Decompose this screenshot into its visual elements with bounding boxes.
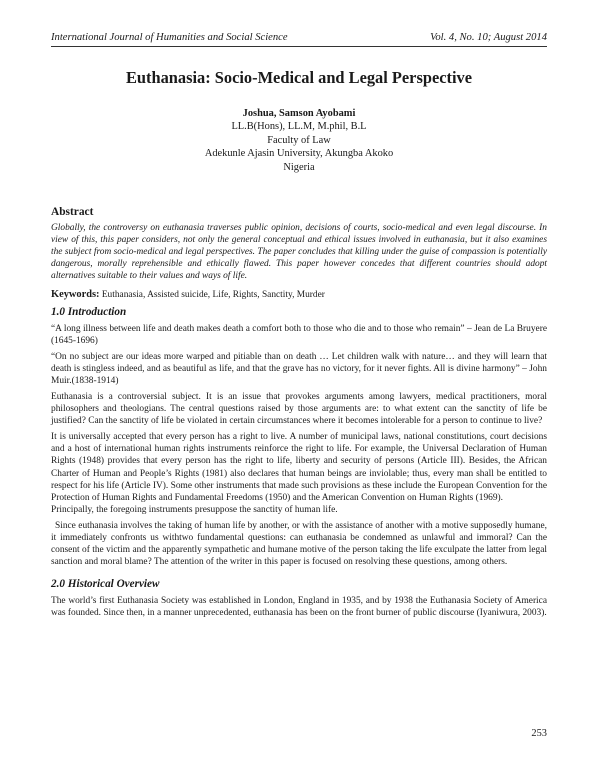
keywords-line bbox=[51, 289, 547, 301]
intro-paragraph-2: It is universally accepted that every person has a right to live. A number of municipal laws, national constitutions, court decisions and a host of international human rights instruments reinforce the right to life. For example, the Universal Declaration of Human Rights (1948) provides that every person has the right to life, liberty and security of persons (Article III). Besides, the African Charter of Human and People’s Rights (1981) also declares that human beings are inviolable; thus, every man shall be entitled to respect for his life (Article IV). Some other instruments that made such provisions as these include the European Convention for the Protection of Human Rights and Fundamental Freedoms (1950) and the American Convention on Human Rights (1969). bbox=[51, 432, 547, 503]
running-header bbox=[51, 32, 547, 47]
intro-paragraph-4: Since euthanasia involves the taking of human life by another, or with the assistance of another with a motive supposedly humane, it immediately confronts us withtwo fundamental questions: can euthanasia be condemned as unlawful and immoral? Can the consent of the victim and the apparently sympathetic and humane motive of the person taking the life exculpate the latter from legal sanction and moral blame? The attention of the writer in this paper is focused on resolving these questions, among others. bbox=[51, 520, 547, 568]
intro-quote-2: “On no subject are our ideas more warped and pitiable than on death … Let children walk with nature… and they will learn that death is stingless indeed, and as beautiful as life, and that the grave has no victory, for it never fights. All is divine harmony” – John Muir.(1838-1914) bbox=[51, 351, 547, 386]
author-country: Nigeria bbox=[283, 161, 315, 173]
abstract-heading: Abstract bbox=[51, 206, 94, 219]
journal-name: International Journal of Humanities and Social Science bbox=[51, 32, 288, 43]
intro-quote-1: “A long illness between life and death makes death a comfort both to those who die and to those who remain” – Jean de La Bruyere (1645-1696) bbox=[51, 323, 547, 346]
page-number: 253 bbox=[531, 728, 547, 739]
paper-title: Euthanasia: Socio-Medical and Legal Perspective bbox=[125, 68, 472, 87]
author-name: Joshua, Samson Ayobami bbox=[242, 108, 356, 119]
author-degrees: LL.B(Hons), LL.M, M.phil, B.L bbox=[231, 121, 367, 133]
intro-paragraph-1: Euthanasia is a controversial subject. It is an issue that provokes arguments among lawyers, medical practitioners, moral philosophers and theologians. The central questions raised by those arguments are: to what extent can the sanctity of life be justified? Can the sanctity of life be violated in certain circumstances where it becomes intolerable for a person to continue to live? bbox=[51, 391, 547, 427]
author-university: Adekunle Ajasin University, Akungba Akoko bbox=[204, 148, 394, 160]
page-content bbox=[51, 32, 547, 619]
keywords-text: Euthanasia, Assisted suicide, Life, Rights, Sanctity, Murder bbox=[101, 289, 325, 300]
issue-info: Vol. 4, No. 10; August 2014 bbox=[430, 32, 547, 43]
author-faculty: Faculty of Law bbox=[267, 134, 331, 146]
abstract-text: Globally, the controversy on euthanasia traverses public opinion, decisions of courts, socio-medical and even legal discourse. In view of this, this paper considers, not only the general conceptual and ethical issues involved in euthanasia, but it also examines the subject from socio-medical and legal perspectives. The paper concludes that killing under the guise of compassion is potentially dangerous, morally reprehensible and ethically flawed. This paper however concedes that different countries should adopt alternatives suitable to their values and ways of life. bbox=[51, 223, 547, 282]
intro-paragraph-3: Principally, the foregoing instruments presuppose the sanctity of human life. bbox=[51, 504, 338, 515]
history-paragraph-1: The world’s first Euthanasia Society was established in London, England in 1935, and by 1938 the Euthanasia Society of America was founded. Since then, in a manner unprecedented, euthanasia has been on the front burner of public discourse (Iyaniwura, 2003). bbox=[51, 596, 547, 619]
section-heading-introduction: 1.0 Introduction bbox=[51, 305, 127, 318]
section-heading-historical-overview: 2.0 Historical Overview bbox=[51, 578, 160, 591]
author-block bbox=[51, 107, 547, 174]
keywords-label: Keywords: bbox=[51, 288, 100, 300]
